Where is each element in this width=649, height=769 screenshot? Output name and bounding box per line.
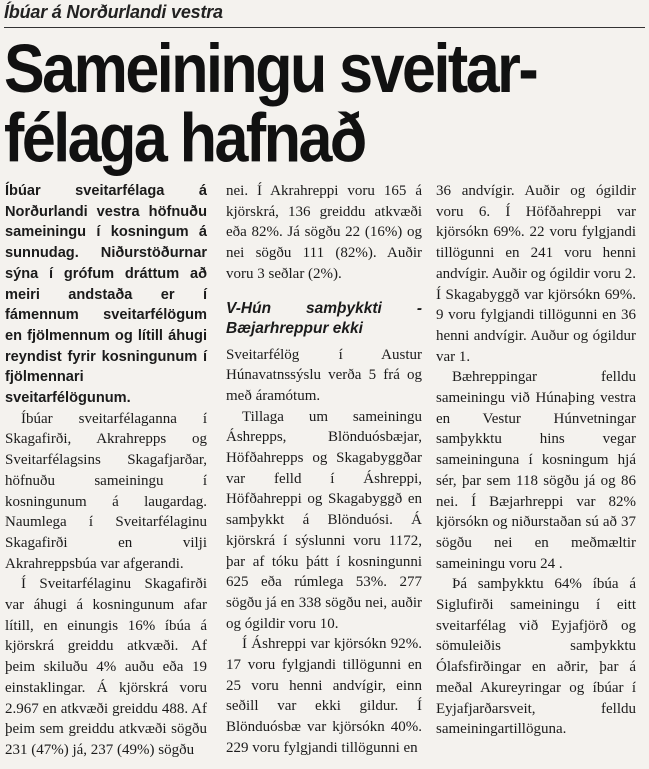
article-subhead: V-Hún samþykkti - Bæjarhreppur ekki — [226, 299, 422, 337]
paragraph-4: Tillaga um sameiningu Áshrepps, Blönduósbæjar, Höfðahrepps og Skagabyggðar var felld í Áshreppi, Höfðahreppi og Skagabyggð en samþykkt á Blönduósi. Á kjörskrá í sýslunni voru 1172, þar af tóku þátt í kosningunni 625 eða rúmlega 53%. 277 sögðu já en 338 sögðu nei, auðir og ógildir voru 10. — [226, 408, 422, 632]
article-headline: Sameiningu sveitar-félaga hafnað — [4, 30, 537, 177]
paragraph-6: Bæhreppingar felldu sameiningu við Húnaþing vestra en Vestur Húnvetningar samþykktu hins vegar sameininguna í kosningum hjá sér, þar sem 118 sögðu já og 86 nei. Í Bæjarhreppi var 82% kjörsókn og niðurstaðan sú að 37 sögðu nei en meðmæltir sameiningu voru 24 . — [436, 369, 636, 572]
column-1 — [5, 181, 207, 761]
paragraph-2: Í Sveitarfélaginu Skagafirði var áhugi á kosningunum afar lítill, en einungis 16% íbúa á kjörskrá greiddu atkvæði. Af þeim skiluðu 4% auðu eða 19 einstaklingar. Á kjörskrá voru 2.967 en atkvæði greiddu 488. Af þeim sem greiddu atkvæði sögðu 231 (47%) já, 237 (49%) sögðu — [5, 576, 207, 758]
column-3 — [436, 181, 636, 740]
paragraph-2-cont: nei. Í Akrahreppi voru 165 á kjörskrá, 136 greiddu atkvæði eða 82%. Já sögðu 22 (16%) og nei sögðu 111 (82%). Auðir voru 3 seðlar (2%). — [226, 183, 422, 282]
paragraph-5-cont: 36 andvígir. Auðir og ógildir voru 6. Í Höfðahreppi var kjörsókn 69%. 22 voru fylgjandi tillögunni en 241 voru henni andvígir. Auðir og ógildir voru 2. Í Skagabyggð var kjörsókn 69%. 9 voru fylgjandi tillögunni en 36 henni andvígir. Auður og ógildur var 1. — [436, 183, 636, 365]
paragraph-1: Íbúar sveitarfélaganna í Skagafirði, Akrahrepps og Sveitarfélagsins Skagafjarðar, höfnuðu sameiningu í kosningunum á laugardag. Naumlega í Sveitarfélaginu Skagafirði en vilji Akrahreppsbúa var afgerandi. — [5, 410, 207, 572]
article-lead: Íbúar sveitarfélaga á Norðurlandi vestra höfnuðu sameiningu í kosningum á sunnudag. Niðurstöðurnar sýna í grófum dráttum að meiri andstaða er í fámennum sveitarfélögum en fjölmennum og lítill áhugi reyndist fyrir kosningunum í fjölmennari sveitarfélögunum. — [5, 183, 207, 407]
paragraph-3: Sveitarfélög í Austur Húnavatnssýslu verða 5 frá og með áramótum. — [226, 346, 422, 404]
article-kicker: Íbúar á Norðurlandi vestra — [4, 2, 223, 22]
paragraph-7: Þá samþykktu 64% íbúa á Siglufirði sameiningu í eitt sveitarfélag við Eyjafjörð og sömuleiðis samþykktu Ólafsfirðingar en aðrir, þar á meðal Akureyringar og íbúar í Eyjafjarðarsveit, felldu sameiningartillöguna. — [436, 576, 636, 738]
paragraph-5: Í Áshreppi var kjörsókn 92%. 17 voru fylgjandi tillögunni en 25 voru henni andvígir, einn seðill var ekki gildur. Í Blönduósbæ var kjörsókn 40%. 229 voru fylgjandi tillögunni en — [226, 636, 422, 756]
column-2 — [226, 181, 422, 759]
kicker-rule — [4, 27, 645, 28]
